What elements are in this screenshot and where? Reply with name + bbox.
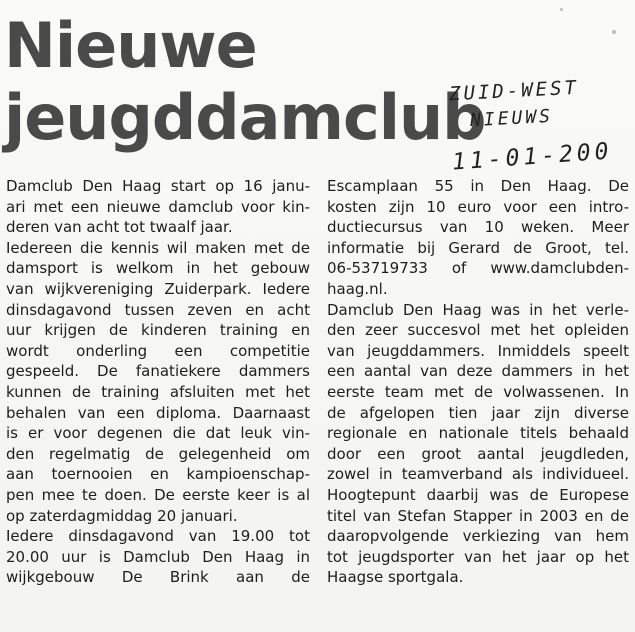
text-line: zowel in teamverband als individueel. — [327, 465, 629, 484]
text-line: Haagse sportgala. — [327, 568, 464, 587]
text-line: dinsdagavond tussen zeven en acht — [6, 300, 310, 319]
text-line: Hoogtepunt daarbij was de Europese — [327, 485, 629, 504]
print-speck — [560, 8, 563, 11]
headline-line-1: Nieuwe — [4, 9, 257, 82]
text-line: aan toernooien en kampioenschap- — [6, 465, 310, 484]
text-line: regionale en nationale titels behaald — [327, 424, 629, 443]
text-line: door een groot aantal jeugdleden, — [327, 444, 629, 463]
article-column-right — [327, 176, 629, 588]
text-line: behalen van een diploma. Daarnaast — [6, 403, 310, 422]
text-line: haag.nl. — [327, 279, 388, 298]
text-line: Damclub Den Haag was in het verle- — [327, 300, 629, 319]
text-line: damsport is welkom in het gebouw — [6, 259, 310, 278]
text-line: kunnen de training afsluiten met het — [6, 382, 310, 401]
text-line: wordt onderling een competitie — [6, 341, 310, 360]
text-line: is er voor degenen die dat leuk vin- — [6, 424, 310, 443]
text-line: Damclub Den Haag start op 16 janu- — [6, 177, 310, 195]
text-line: de afgelopen tien jaar zijn diverse — [327, 403, 629, 422]
text-line: ductiecursus van 10 weken. Meer — [327, 218, 629, 237]
headline-line-2: jeugddamclub — [4, 81, 486, 154]
text-line: 20.00 uur is Damclub Den Haag in — [6, 547, 310, 566]
handwritten-date: 11-01-200 — [451, 138, 614, 176]
text-line: titel van Stefan Stapper in 2003 en de — [327, 506, 629, 525]
text-line: ari met een nieuwe damclub voor kin- — [6, 197, 310, 216]
text-line: uur krijgen de kinderen training en — [6, 321, 310, 340]
text-line: wijkgebouw De Brink aan de — [6, 568, 310, 587]
text-line: Iedereen die kennis wil maken met de — [6, 238, 310, 257]
text-line: gespeeld. De fanatiekere dammers — [6, 362, 310, 381]
print-speck — [612, 30, 616, 34]
text-line: Escamplaan 55 in Den Haag. De — [327, 177, 629, 195]
text-line: Iedere dinsdagavond van 19.00 tot — [6, 527, 310, 546]
text-line: eerste team met de volwassenen. In — [327, 382, 629, 401]
text-line: van jeugddammers. Inmiddels speelt — [327, 341, 629, 360]
text-line: informatie bij Gerard de Groot, tel. — [327, 238, 629, 257]
text-line: een aantal van deze dammers in het — [327, 362, 629, 381]
text-line: 06-53719733 of www.damclubden- — [327, 259, 629, 278]
text-line: den zeer succesvol met het opleiden — [327, 321, 629, 340]
handwritten-source-line2: NIEUWS — [469, 105, 554, 132]
text-line: den regelmatig de gelegenheid om — [6, 444, 310, 463]
text-line: pen mee te doen. De eerste keer is al — [6, 485, 310, 504]
article-column-left — [6, 176, 310, 588]
text-line: kosten zijn 10 euro voor een intro- — [327, 197, 629, 216]
text-line: op zaterdagmiddag 20 januari. — [6, 506, 238, 525]
text-line: tot jeugdsporter van het jaar op het — [327, 547, 629, 566]
handwritten-source-line1: ZUID-WEST — [448, 76, 580, 106]
text-line: deren van acht tot twaalf jaar. — [6, 218, 233, 237]
text-line: daaropvolgende verkiezing van hem — [327, 527, 629, 546]
text-line: van wijkvereniging Zuiderpark. Iedere — [6, 279, 310, 298]
